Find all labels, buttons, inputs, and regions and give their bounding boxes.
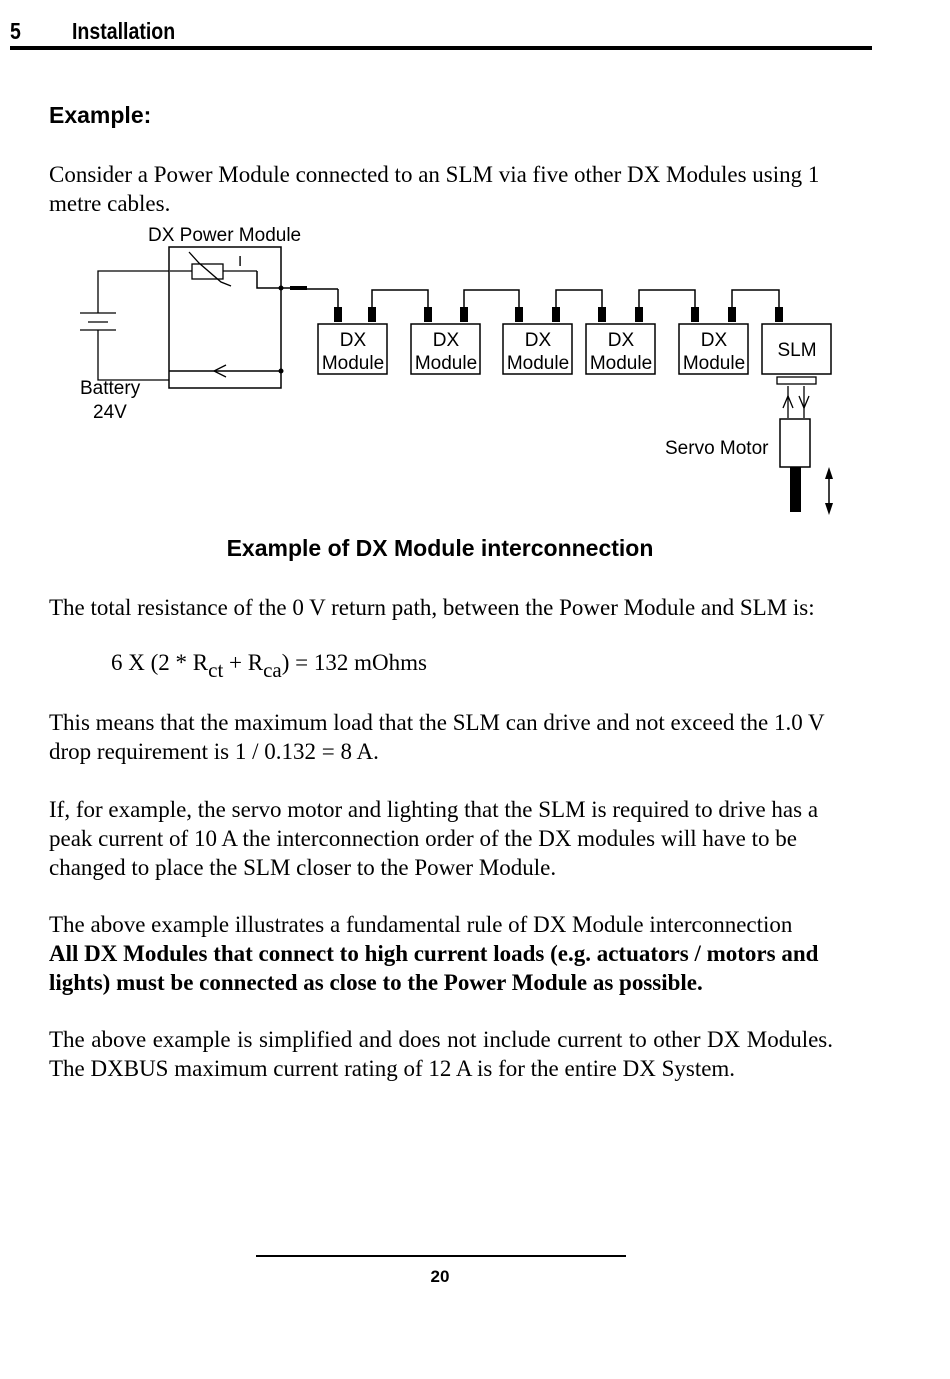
svg-text:Module: Module <box>321 353 385 374</box>
power-module-label: DX Power Module <box>148 225 302 246</box>
svg-text:SLM: SLM <box>777 340 817 361</box>
svg-text:Module: Module <box>682 353 746 374</box>
power-module-box <box>169 247 281 388</box>
resistance-paragraph: The total resistance of the 0 V return path, between the Power Module and SLM is: <box>49 595 815 620</box>
rule-statement: All DX Modules that connect to high current loads (e.g. actuators / motors and lights) must be connected as close to the Power Module as possible. <box>49 941 819 995</box>
svg-text:DX: DX <box>524 330 552 351</box>
svg-text:DX: DX <box>607 330 635 351</box>
servo-shaft <box>790 467 801 512</box>
slm-module <box>762 324 831 374</box>
svg-text:Module: Module <box>414 353 478 374</box>
slm-connector <box>777 377 816 384</box>
dx-module <box>679 324 748 374</box>
rule-paragraph <box>49 910 833 997</box>
header-rule <box>10 46 872 50</box>
battery-label: Battery <box>80 378 141 399</box>
chapter-title: Installation <box>72 18 176 44</box>
servo-paragraph: If, for example, the servo motor and lighting that the SLM is required to drive has a peak current of 10 A the interconnection order of the DX modules will have to be changed to place the SLM closer to the Power Module. <box>49 797 819 880</box>
svg-text:DX: DX <box>700 330 728 351</box>
rule-intro: The above example illustrates a fundamental rule of DX Module interconnection <box>49 912 793 937</box>
fuse-symbol <box>192 264 223 279</box>
section-heading: Example: <box>49 102 152 128</box>
page-number: 20 <box>430 1267 450 1286</box>
dx-module <box>586 324 655 374</box>
dx-module <box>503 324 572 374</box>
resistance-formula: 6 X $(2 * R_{ct} + R_{ca}) = 132$ mOhms <box>111 650 427 682</box>
svg-text:DX: DX <box>432 330 460 351</box>
svg-text:Module: Module <box>589 353 653 374</box>
svg-text:Module: Module <box>506 353 570 374</box>
dx-module <box>411 324 480 374</box>
servo-motor-label: Servo Motor <box>665 438 769 459</box>
figure-caption: Example of DX Module interconnection <box>226 535 654 561</box>
current-label: I <box>238 253 243 270</box>
svg-text:DX: DX <box>339 330 367 351</box>
servo-motor-body <box>780 419 810 467</box>
dx-module <box>318 324 387 374</box>
load-paragraph: This means that the maximum load that the SLM can drive and not exceed the 1.0 V drop requirement is 1 / 0.132 = 8 A. <box>49 710 825 764</box>
connector-plugs <box>334 307 783 322</box>
interconnection-diagram <box>0 220 880 520</box>
footer-rule <box>256 1255 626 1257</box>
battery-voltage: 24V <box>93 402 127 423</box>
simplified-paragraph: The above example is simplified and does not include current to other DX Modules. The DXBUS maximum current rating of 12 A is for the entire DX System. <box>49 1027 833 1081</box>
chapter-number: 5 <box>10 18 21 44</box>
intro-paragraph: Consider a Power Module connected to an SLM via five other DX Modules using 1 metre cables. <box>49 162 820 216</box>
